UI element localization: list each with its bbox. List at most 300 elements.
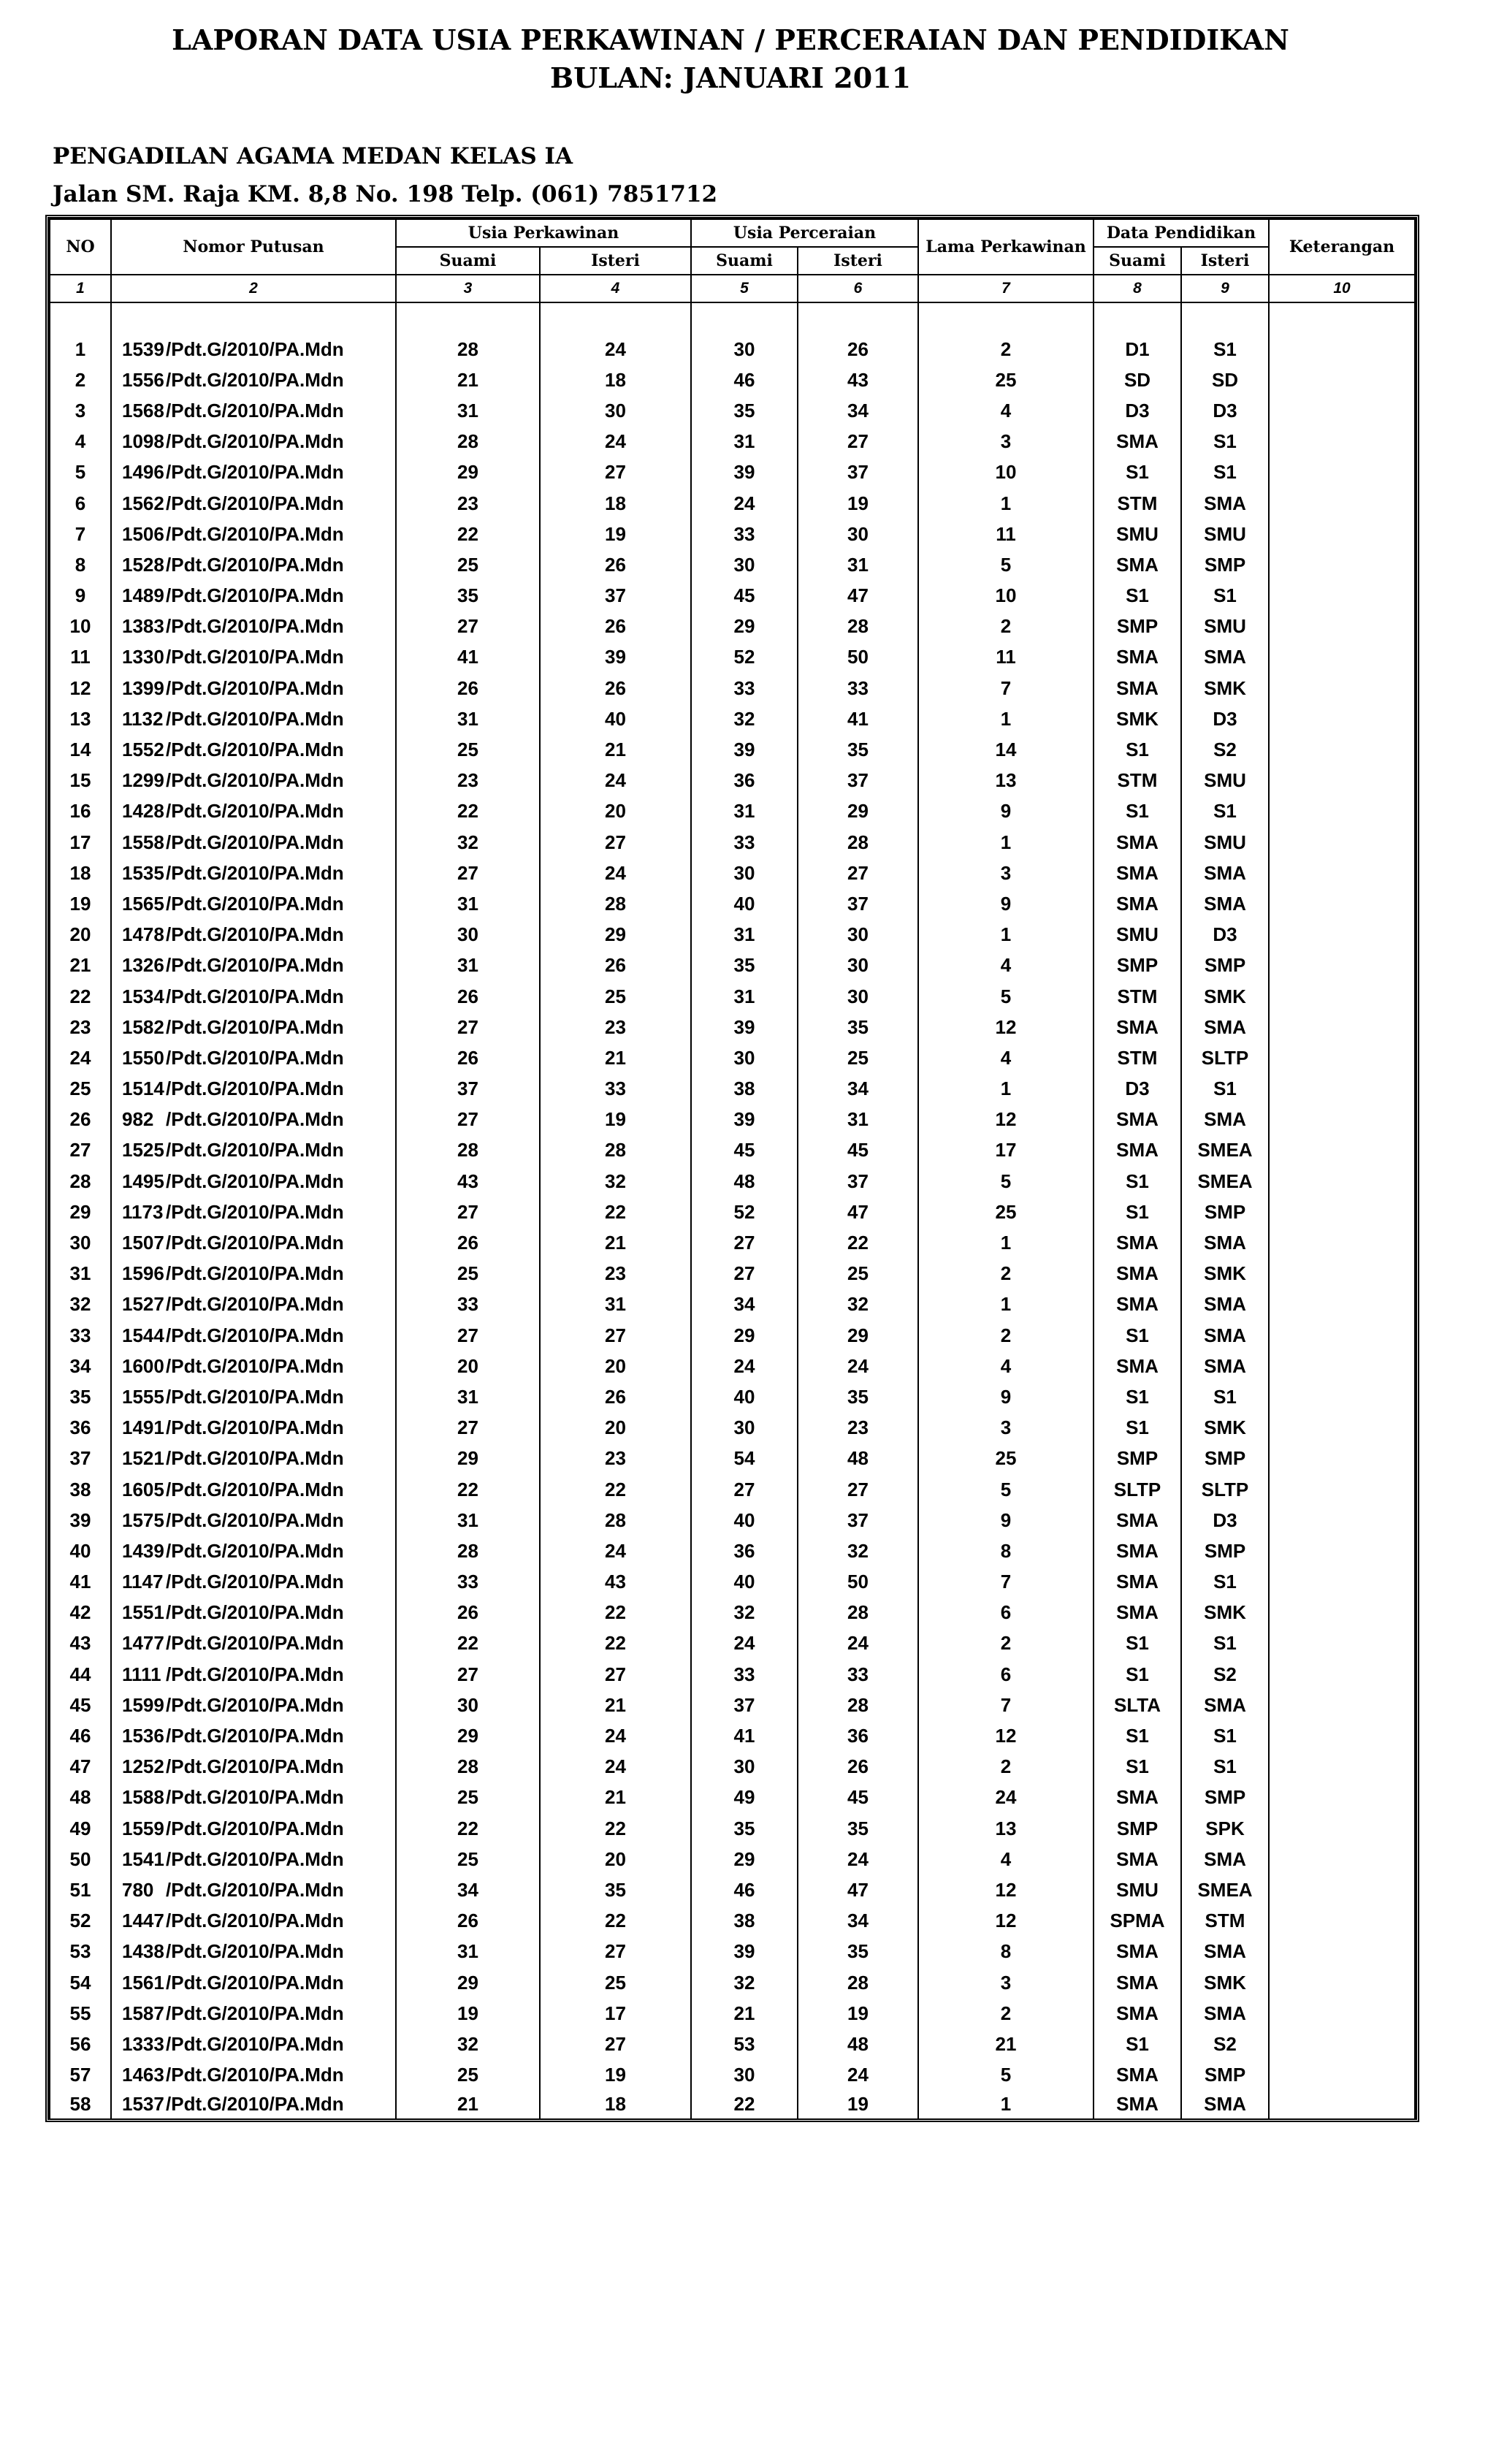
usia-kawin-suami: 25 (396, 549, 540, 580)
nomor-putusan (111, 1105, 396, 1135)
usia-kawin-isteri: 43 (540, 1567, 691, 1598)
usia-cerai-isteri: 47 (798, 581, 918, 611)
pendidikan-isteri: SMA (1181, 1690, 1269, 1720)
table-row (50, 1320, 1415, 1351)
usia-kawin-suami: 27 (396, 1197, 540, 1227)
usia-kawin-suami: 22 (396, 1628, 540, 1659)
keterangan-cell (1269, 1351, 1415, 1381)
usia-kawin-isteri: 28 (540, 888, 691, 919)
pendidikan-suami: S1 (1094, 1381, 1181, 1412)
row-no: 52 (50, 1906, 111, 1937)
usia-kawin-isteri: 27 (540, 2029, 691, 2059)
nomor-putusan-number: 1326 (122, 954, 164, 977)
nomor-putusan (111, 1259, 396, 1289)
pendidikan-suami: SMA (1094, 673, 1181, 703)
usia-kawin-suami: 19 (396, 1998, 540, 2029)
pendidikan-suami: S1 (1094, 581, 1181, 611)
pendidikan-isteri: S2 (1181, 2029, 1269, 2059)
nomor-putusan (111, 1598, 396, 1628)
pendidikan-isteri: SD (1181, 365, 1269, 395)
keterangan-cell (1269, 1320, 1415, 1351)
usia-cerai-isteri: 24 (798, 1628, 918, 1659)
nomor-putusan-number: 1528 (122, 553, 164, 576)
keterangan-cell (1269, 334, 1415, 365)
lama-perkawinan: 6 (918, 1598, 1094, 1628)
usia-kawin-suami: 33 (396, 1567, 540, 1598)
nomor-putusan (111, 1998, 396, 2029)
nomor-putusan-suffix: /Pdt.G/2010/PA.Mdn (166, 1354, 344, 1377)
lama-perkawinan: 9 (918, 796, 1094, 827)
nomor-putusan-suffix: /Pdt.G/2010/PA.Mdn (166, 1786, 344, 1809)
table-row (50, 858, 1415, 888)
usia-kawin-suami: 25 (396, 1844, 540, 1874)
usia-cerai-suami: 37 (691, 1690, 798, 1720)
row-no: 9 (50, 581, 111, 611)
lama-perkawinan: 12 (918, 1105, 1094, 1135)
usia-cerai-suami: 32 (691, 703, 798, 734)
keterangan-cell (1269, 1690, 1415, 1720)
nomor-putusan-number: 1525 (122, 1139, 164, 1162)
row-no: 47 (50, 1752, 111, 1782)
nomor-putusan-number: 1562 (122, 492, 164, 514)
nomor-putusan-number: 1552 (122, 739, 164, 761)
usia-cerai-suami: 30 (691, 334, 798, 365)
pendidikan-suami: S1 (1094, 1320, 1181, 1351)
pendidikan-suami: S1 (1094, 1752, 1181, 1782)
nomor-putusan-suffix: /Pdt.G/2010/PA.Mdn (166, 553, 344, 576)
usia-kawin-suami: 26 (396, 673, 540, 703)
nomor-putusan-number: 1439 (122, 1539, 164, 1562)
keterangan-cell (1269, 1289, 1415, 1320)
col-header-keterangan: Keterangan (1269, 219, 1415, 275)
usia-cerai-suami: 24 (691, 1628, 798, 1659)
usia-kawin-suami: 31 (396, 395, 540, 426)
lama-perkawinan: 1 (918, 1227, 1094, 1258)
column-number: 4 (540, 275, 691, 302)
usia-cerai-suami: 29 (691, 611, 798, 642)
pendidikan-suami: SMA (1094, 1598, 1181, 1628)
nomor-putusan-number: 1588 (122, 1786, 164, 1809)
usia-kawin-suami: 20 (396, 1351, 540, 1381)
table-row (50, 673, 1415, 703)
pendidikan-suami: SMA (1094, 1135, 1181, 1166)
keterangan-cell (1269, 1413, 1415, 1443)
usia-kawin-isteri: 24 (540, 766, 691, 796)
usia-cerai-isteri: 43 (798, 365, 918, 395)
usia-cerai-isteri: 29 (798, 1320, 918, 1351)
pendidikan-suami: SMA (1094, 549, 1181, 580)
lama-perkawinan: 14 (918, 734, 1094, 765)
table-row (50, 888, 1415, 919)
row-no: 32 (50, 1289, 111, 1320)
nomor-putusan (111, 796, 396, 827)
usia-kawin-isteri: 20 (540, 796, 691, 827)
row-no: 33 (50, 1320, 111, 1351)
usia-cerai-suami: 53 (691, 2029, 798, 2059)
usia-kawin-isteri: 27 (540, 1659, 691, 1690)
row-no: 13 (50, 703, 111, 734)
nomor-putusan (111, 365, 396, 395)
usia-cerai-suami: 54 (691, 1443, 798, 1474)
usia-kawin-suami: 32 (396, 2029, 540, 2059)
row-no: 15 (50, 766, 111, 796)
nomor-putusan-number: 1299 (122, 769, 164, 792)
spacer-row (50, 302, 1415, 334)
usia-cerai-suami: 40 (691, 1505, 798, 1536)
pendidikan-isteri: SMU (1181, 519, 1269, 549)
keterangan-cell (1269, 920, 1415, 950)
lama-perkawinan: 12 (918, 1874, 1094, 1905)
nomor-putusan-number: 1544 (122, 1324, 164, 1346)
nomor-putusan-suffix: /Pdt.G/2010/PA.Mdn (166, 1232, 344, 1254)
usia-cerai-suami: 35 (691, 950, 798, 981)
usia-kawin-suami: 26 (396, 1042, 540, 1073)
pendidikan-isteri: SMP (1181, 1443, 1269, 1474)
usia-kawin-isteri: 24 (540, 858, 691, 888)
table-row (50, 457, 1415, 488)
nomor-putusan-suffix: /Pdt.G/2010/PA.Mdn (166, 1571, 344, 1593)
keterangan-cell (1269, 1844, 1415, 1874)
usia-kawin-suami: 31 (396, 1505, 540, 1536)
keterangan-cell (1269, 1197, 1415, 1227)
usia-cerai-suami: 49 (691, 1782, 798, 1813)
usia-kawin-suami: 28 (396, 1135, 540, 1166)
lama-perkawinan: 2 (918, 1628, 1094, 1659)
keterangan-cell (1269, 1874, 1415, 1905)
table-row (50, 981, 1415, 1012)
table-row (50, 1074, 1415, 1105)
usia-cerai-suami: 30 (691, 549, 798, 580)
usia-cerai-isteri: 30 (798, 920, 918, 950)
usia-cerai-isteri: 30 (798, 981, 918, 1012)
usia-cerai-suami: 30 (691, 1413, 798, 1443)
pendidikan-isteri: SMA (1181, 488, 1269, 519)
usia-cerai-suami: 21 (691, 1998, 798, 2029)
usia-cerai-isteri: 31 (798, 549, 918, 580)
nomor-putusan (111, 1690, 396, 1720)
pendidikan-isteri: SMA (1181, 2091, 1269, 2118)
pendidikan-suami: SMA (1094, 427, 1181, 457)
usia-kawin-suami: 22 (396, 1474, 540, 1505)
lama-perkawinan: 5 (918, 1474, 1094, 1505)
table-row (50, 920, 1415, 950)
table-row (50, 1227, 1415, 1258)
usia-cerai-isteri: 36 (798, 1720, 918, 1751)
nomor-putusan (111, 1567, 396, 1598)
usia-kawin-isteri: 26 (540, 673, 691, 703)
table-row (50, 2029, 1415, 2059)
keterangan-cell (1269, 1906, 1415, 1937)
nomor-putusan-suffix: /Pdt.G/2010/PA.Mdn (166, 1262, 344, 1285)
usia-cerai-suami: 29 (691, 1844, 798, 1874)
row-no: 56 (50, 2029, 111, 2059)
nomor-putusan-number: 1495 (122, 1170, 164, 1192)
pendidikan-suami: SMA (1094, 2060, 1181, 2091)
pendidikan-isteri: D3 (1181, 920, 1269, 950)
table-row (50, 519, 1415, 549)
nomor-putusan-number: 1098 (122, 430, 164, 453)
nomor-putusan (111, 1720, 396, 1751)
pendidikan-suami: SMA (1094, 1259, 1181, 1289)
lama-perkawinan: 5 (918, 1166, 1094, 1197)
pendidikan-isteri: SPK (1181, 1813, 1269, 1844)
usia-cerai-suami: 24 (691, 488, 798, 519)
row-no: 16 (50, 796, 111, 827)
table-row (50, 1166, 1415, 1197)
usia-cerai-isteri: 29 (798, 796, 918, 827)
keterangan-cell (1269, 1967, 1415, 1998)
usia-cerai-suami: 30 (691, 858, 798, 888)
column-number: 8 (1094, 275, 1181, 302)
usia-kawin-isteri: 21 (540, 1042, 691, 1073)
pendidikan-isteri: SMA (1181, 1844, 1269, 1874)
pendidikan-isteri: SMA (1181, 1289, 1269, 1320)
table-row (50, 796, 1415, 827)
row-no: 39 (50, 1505, 111, 1536)
row-no: 43 (50, 1628, 111, 1659)
lama-perkawinan: 25 (918, 1197, 1094, 1227)
nomor-putusan-number: 1537 (122, 2093, 164, 2116)
report-table-frame (45, 215, 1419, 2122)
pendidikan-suami: SPMA (1094, 1906, 1181, 1937)
keterangan-cell (1269, 703, 1415, 734)
table-row (50, 766, 1415, 796)
usia-kawin-isteri: 28 (540, 1135, 691, 1166)
usia-cerai-isteri: 34 (798, 395, 918, 426)
usia-kawin-isteri: 23 (540, 1012, 691, 1042)
usia-cerai-suami: 30 (691, 2060, 798, 2091)
usia-kawin-suami: 27 (396, 1413, 540, 1443)
usia-cerai-isteri: 35 (798, 1813, 918, 1844)
nomor-putusan-number: 1534 (122, 985, 164, 1007)
keterangan-cell (1269, 1720, 1415, 1751)
keterangan-cell (1269, 1998, 1415, 2029)
keterangan-cell (1269, 427, 1415, 457)
keterangan-cell (1269, 1443, 1415, 1474)
pendidikan-suami: SD (1094, 365, 1181, 395)
usia-kawin-isteri: 27 (540, 827, 691, 858)
nomor-putusan-number: 1599 (122, 1693, 164, 1716)
col-header-nomor-putusan: Nomor Putusan (111, 219, 396, 275)
nomor-putusan-suffix: /Pdt.G/2010/PA.Mdn (166, 1755, 344, 1778)
usia-kawin-isteri: 17 (540, 1998, 691, 2029)
usia-kawin-suami: 29 (396, 457, 540, 488)
usia-kawin-suami: 30 (396, 1690, 540, 1720)
table-row (50, 1906, 1415, 1937)
usia-kawin-isteri: 40 (540, 703, 691, 734)
nomor-putusan (111, 334, 396, 365)
usia-kawin-suami: 27 (396, 1320, 540, 1351)
pendidikan-isteri: SMA (1181, 1227, 1269, 1258)
row-no: 53 (50, 1937, 111, 1967)
row-no: 26 (50, 1105, 111, 1135)
pendidikan-isteri: SMA (1181, 1351, 1269, 1381)
table-row (50, 395, 1415, 426)
nomor-putusan (111, 766, 396, 796)
row-no: 31 (50, 1259, 111, 1289)
nomor-putusan-number: 1399 (122, 676, 164, 699)
pendidikan-suami: SMK (1094, 703, 1181, 734)
nomor-putusan (111, 1166, 396, 1197)
nomor-putusan-suffix: /Pdt.G/2010/PA.Mdn (166, 1015, 344, 1038)
nomor-putusan (111, 1782, 396, 1813)
keterangan-cell (1269, 2091, 1415, 2118)
nomor-putusan (111, 1937, 396, 1967)
nomor-putusan-number: 1556 (122, 368, 164, 391)
nomor-putusan (111, 981, 396, 1012)
col-header-suami: Suami (396, 247, 540, 275)
usia-cerai-isteri: 27 (798, 427, 918, 457)
table-row (50, 642, 1415, 673)
table-row (50, 1690, 1415, 1720)
usia-cerai-isteri: 24 (798, 1844, 918, 1874)
nomor-putusan-suffix: /Pdt.G/2010/PA.Mdn (166, 1293, 344, 1316)
lama-perkawinan: 2 (918, 334, 1094, 365)
nomor-putusan-suffix: /Pdt.G/2010/PA.Mdn (166, 1508, 344, 1531)
usia-cerai-isteri: 34 (798, 1074, 918, 1105)
lama-perkawinan: 2 (918, 1259, 1094, 1289)
nomor-putusan-number: 1582 (122, 1015, 164, 1038)
nomor-putusan (111, 1227, 396, 1258)
row-no: 22 (50, 981, 111, 1012)
nomor-putusan-number: 1587 (122, 2002, 164, 2024)
row-no: 12 (50, 673, 111, 703)
usia-cerai-suami: 45 (691, 1135, 798, 1166)
nomor-putusan-number: 1559 (122, 1817, 164, 1839)
lama-perkawinan: 9 (918, 1381, 1094, 1412)
usia-cerai-isteri: 26 (798, 334, 918, 365)
usia-kawin-suami: 25 (396, 734, 540, 765)
usia-kawin-isteri: 24 (540, 334, 691, 365)
usia-cerai-isteri: 32 (798, 1289, 918, 1320)
usia-cerai-isteri: 30 (798, 519, 918, 549)
nomor-putusan (111, 1906, 396, 1937)
usia-cerai-isteri: 37 (798, 1505, 918, 1536)
usia-cerai-suami: 52 (691, 1197, 798, 1227)
nomor-putusan (111, 1413, 396, 1443)
nomor-putusan-number: 1477 (122, 1632, 164, 1655)
lama-perkawinan: 1 (918, 1074, 1094, 1105)
lama-perkawinan: 12 (918, 1012, 1094, 1042)
pendidikan-isteri: SMA (1181, 1105, 1269, 1135)
table-row (50, 1967, 1415, 1998)
nomor-putusan-suffix: /Pdt.G/2010/PA.Mdn (166, 646, 344, 668)
table-row (50, 1536, 1415, 1566)
nomor-putusan-number: 1535 (122, 861, 164, 884)
pendidikan-suami: SMA (1094, 1967, 1181, 1998)
table-row (50, 549, 1415, 580)
usia-cerai-suami: 48 (691, 1166, 798, 1197)
pendidikan-isteri: S2 (1181, 734, 1269, 765)
usia-kawin-suami: 31 (396, 888, 540, 919)
usia-cerai-suami: 31 (691, 981, 798, 1012)
column-number: 2 (111, 275, 396, 302)
pendidikan-isteri: SMU (1181, 766, 1269, 796)
usia-cerai-suami: 52 (691, 642, 798, 673)
usia-cerai-isteri: 33 (798, 1659, 918, 1690)
usia-kawin-isteri: 24 (540, 427, 691, 457)
usia-cerai-isteri: 45 (798, 1782, 918, 1813)
usia-cerai-isteri: 48 (798, 1443, 918, 1474)
usia-kawin-suami: 29 (396, 1967, 540, 1998)
nomor-putusan-suffix: /Pdt.G/2010/PA.Mdn (166, 985, 344, 1007)
nomor-putusan (111, 1042, 396, 1073)
keterangan-cell (1269, 1074, 1415, 1105)
nomor-putusan-number: 1536 (122, 1725, 164, 1747)
pendidikan-isteri: SMA (1181, 888, 1269, 919)
keterangan-cell (1269, 1105, 1415, 1135)
nomor-putusan (111, 2029, 396, 2059)
usia-kawin-isteri: 25 (540, 981, 691, 1012)
usia-cerai-isteri: 24 (798, 2060, 918, 2091)
usia-kawin-suami: 22 (396, 796, 540, 827)
pendidikan-suami: S1 (1094, 734, 1181, 765)
nomor-putusan (111, 1813, 396, 1844)
pendidikan-isteri: SMP (1181, 2060, 1269, 2091)
usia-kawin-suami: 25 (396, 1782, 540, 1813)
usia-cerai-isteri: 47 (798, 1874, 918, 1905)
nomor-putusan-number: 1550 (122, 1046, 164, 1069)
lama-perkawinan: 1 (918, 827, 1094, 858)
pendidikan-isteri: D3 (1181, 703, 1269, 734)
pendidikan-isteri: SMK (1181, 1598, 1269, 1628)
lama-perkawinan: 2 (918, 1998, 1094, 2029)
keterangan-cell (1269, 1166, 1415, 1197)
usia-cerai-suami: 32 (691, 1967, 798, 1998)
usia-kawin-isteri: 27 (540, 457, 691, 488)
lama-perkawinan: 9 (918, 888, 1094, 919)
nomor-putusan-number: 1333 (122, 2032, 164, 2055)
nomor-putusan-number: 1507 (122, 1232, 164, 1254)
col-header-data-pendidikan: Data Pendidikan (1094, 219, 1269, 247)
pendidikan-isteri: SMA (1181, 642, 1269, 673)
usia-cerai-isteri: 33 (798, 673, 918, 703)
nomor-putusan (111, 1197, 396, 1227)
usia-kawin-isteri: 26 (540, 1381, 691, 1412)
keterangan-cell (1269, 766, 1415, 796)
nomor-putusan (111, 519, 396, 549)
pendidikan-isteri: SMA (1181, 1998, 1269, 2029)
pendidikan-isteri: S1 (1181, 796, 1269, 827)
nomor-putusan (111, 611, 396, 642)
column-number: 5 (691, 275, 798, 302)
nomor-putusan-number: 1600 (122, 1354, 164, 1377)
nomor-putusan (111, 1474, 396, 1505)
usia-kawin-suami: 34 (396, 1874, 540, 1905)
lama-perkawinan: 4 (918, 1844, 1094, 1874)
pendidikan-suami: S1 (1094, 1720, 1181, 1751)
nomor-putusan (111, 1289, 396, 1320)
nomor-putusan-number: 1111 (122, 1663, 161, 1685)
table-row (50, 1720, 1415, 1751)
usia-kawin-isteri: 21 (540, 1227, 691, 1258)
usia-cerai-suami: 30 (691, 1752, 798, 1782)
usia-cerai-isteri: 35 (798, 1381, 918, 1412)
pendidikan-isteri: SMP (1181, 950, 1269, 981)
column-number: 6 (798, 275, 918, 302)
nomor-putusan-number: 1489 (122, 584, 164, 607)
pendidikan-suami: SMA (1094, 642, 1181, 673)
nomor-putusan-suffix: /Pdt.G/2010/PA.Mdn (166, 1663, 344, 1685)
nomor-putusan (111, 581, 396, 611)
row-no: 18 (50, 858, 111, 888)
usia-cerai-suami: 32 (691, 1598, 798, 1628)
usia-kawin-suami: 29 (396, 1720, 540, 1751)
keterangan-cell (1269, 2060, 1415, 2091)
pendidikan-suami: S1 (1094, 2029, 1181, 2059)
nomor-putusan (111, 1752, 396, 1782)
pendidikan-isteri: SMK (1181, 1967, 1269, 1998)
